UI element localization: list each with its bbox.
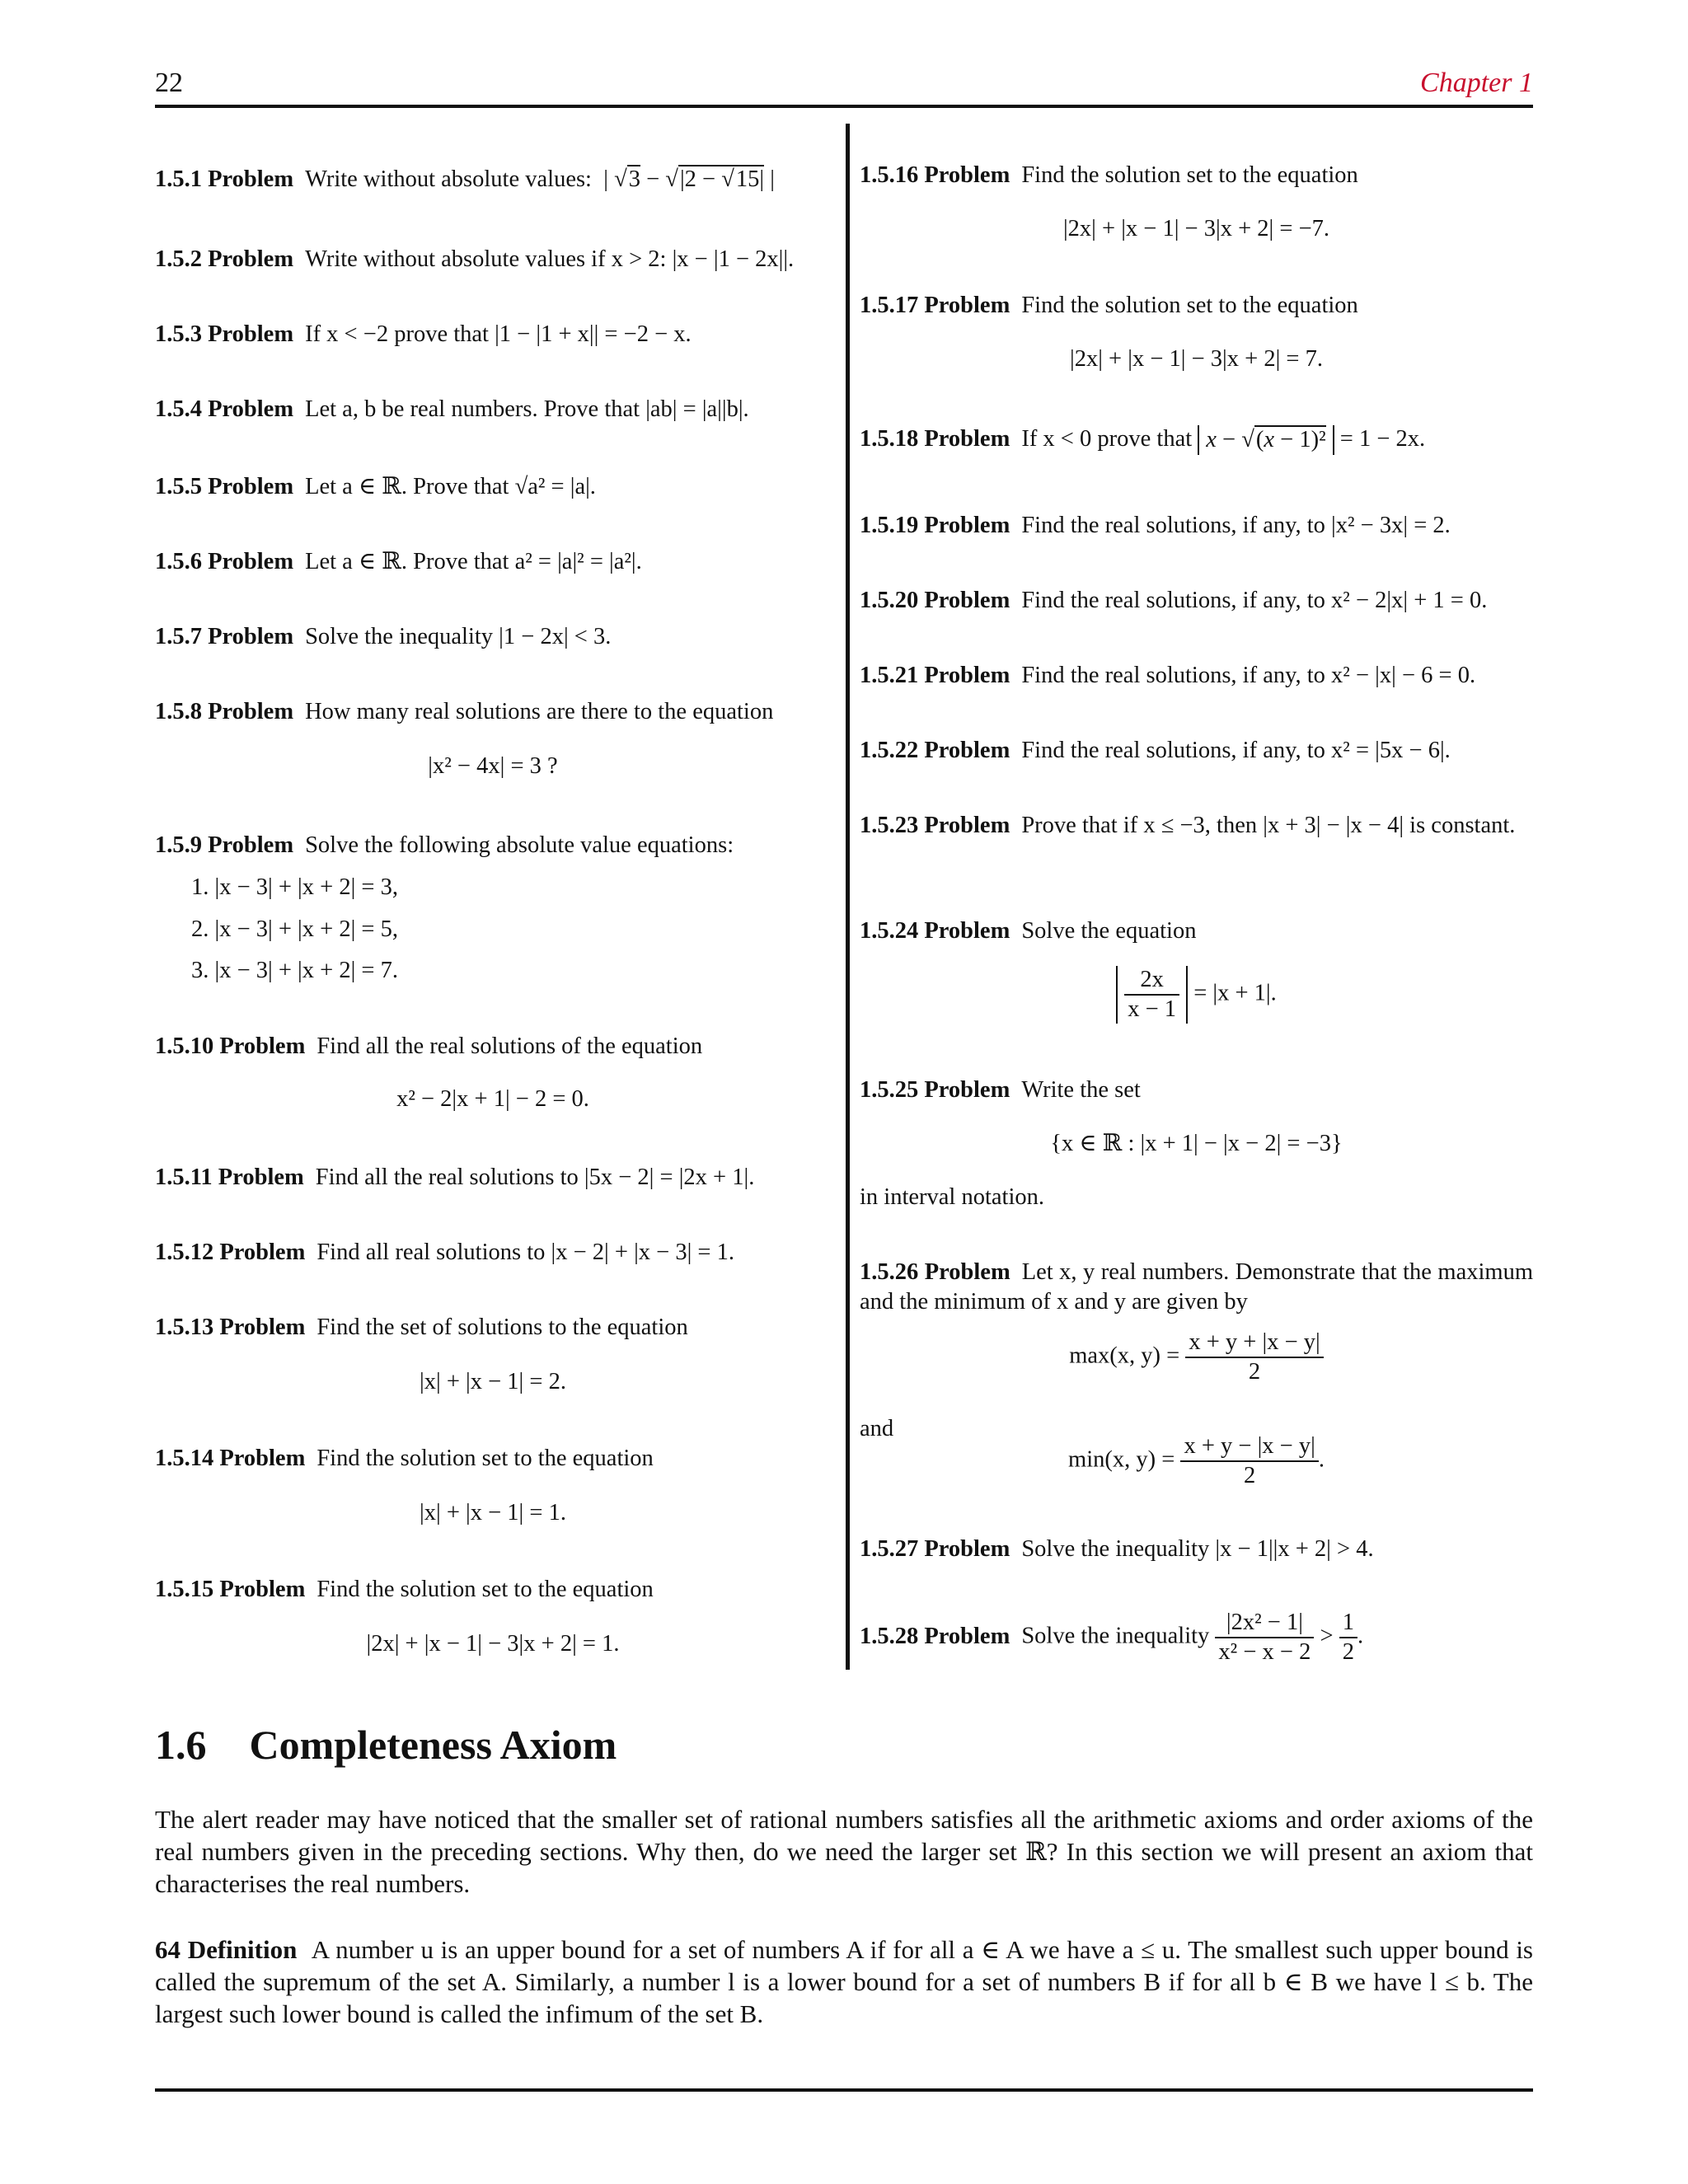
fraction [1180,1432,1318,1490]
problem-label: 1.5.24 Problem [860,918,1010,944]
problem-1-5-1-expression: | √3 − √|2 − √15| | [598,166,775,192]
problem-label: 1.5.8 Problem [155,699,294,724]
problem-text: Let a ∈ ℝ. Prove that √a² = |a|. [305,474,596,499]
equation: |2x| + |x − 1| − 3|x + 2| = 7. [1070,346,1323,372]
problem-text: Prove that if x ≤ −3, then |x + 3| − |x − 4| is constant. [1021,813,1516,838]
problem-label: 1.5.25 Problem [860,1077,1010,1103]
problem-1-5-18 [860,424,1425,455]
problem-text: Let a ∈ ℝ. Prove that a² = |a|² = |a²|. [305,549,642,574]
max-formula [860,1329,1533,1386]
problem-label: 1.5.12 Problem [155,1240,306,1265]
problem-text: Find the real solutions, if any, to x² − |x| − 6 = 0. [1021,663,1476,688]
problem-1-5-3 [155,320,692,349]
problem-1-5-16 [860,161,1358,190]
problem-text: If x < −2 prove that |1 − |1 + x|| = −2 − x. [305,321,692,347]
problem-text: Find all the real solutions of the equation [316,1033,703,1059]
numerator: x + y − |x − y| [1180,1432,1318,1462]
equation: |x² − 4x| = 3 ? [428,753,558,779]
connector-text: and [860,1416,894,1441]
problem-label: 1.5.22 Problem [860,738,1010,763]
equation-rhs: = 1 − 2x. [1339,426,1426,452]
problem-text: Find the real solutions, if any, to x² − 2|x| + 1 = 0. [1021,588,1488,613]
equation: x² − 2|x + 1| − 2 = 0. [396,1086,589,1112]
equation: |x| + |x − 1| = 1. [420,1500,566,1526]
numerator: 1 [1339,1609,1357,1638]
problem-text: Find the set of solutions to the equation [316,1315,688,1340]
problem-label: 1.5.9 Problem [155,832,294,858]
problem-label: 1.5.21 Problem [860,663,1010,688]
denominator: x − 1 [1128,996,1177,1022]
numerator: 2x [1124,966,1179,996]
problem-1-5-6 [155,547,642,577]
problem-label: 1.5.14 Problem [155,1446,306,1471]
problem-1-5-15 [155,1575,654,1605]
min-formula [860,1432,1533,1490]
problem-1-5-28 [860,1609,1363,1666]
denominator: 2 [1342,1639,1354,1665]
problem-1-5-27 [860,1535,1374,1564]
column-divider [846,124,850,1670]
denominator: 2 [1244,1463,1256,1488]
problem-1-5-1 [155,165,775,194]
denominator: 2 [1248,1359,1261,1385]
equation: |2x| + |x − 1| − 3|x + 2| = 1. [366,1631,620,1657]
definition-label: 64 Definition [155,1935,298,1964]
problem-text: Find all real solutions to |x − 2| + |x − 3| = 1. [316,1240,735,1265]
problem-label: 1.5.4 Problem [155,396,294,422]
problem-label: 1.5.18 Problem [860,426,1010,452]
chapter-title: Chapter 1 [1420,68,1533,98]
definition-paragraph [155,1933,1533,2030]
section-title: Completeness Axiom [249,1722,617,1768]
problem-1-5-21 [860,661,1475,691]
problem-label: 1.5.19 Problem [860,513,1010,538]
problem-text-continued: in interval notation. [860,1184,1044,1210]
fraction [1185,1329,1323,1386]
problem-label: 1.5.5 Problem [155,474,294,499]
fraction [1124,966,1179,1024]
problem-1-5-4 [155,395,749,424]
denominator: x² − x − 2 [1218,1639,1311,1665]
numerator: |2x² − 1| [1215,1609,1314,1638]
problem-text: Write the set [1021,1077,1141,1103]
set-expression: {x ∈ ℝ : |x + 1| − |x − 2| = −3} [1050,1131,1343,1156]
problem-1-5-26 [860,1258,1533,1317]
problem-label: 1.5.3 Problem [155,321,294,347]
problem-label: 1.5.2 Problem [155,246,294,272]
equation: |2x| + |x − 1| − 3|x + 2| = −7. [1062,216,1330,241]
fraction [1215,1609,1314,1666]
problem-1-5-2 [155,245,794,274]
problem-1-5-13 [155,1313,688,1343]
problem-text: How many real solutions are there to the equation [305,699,774,724]
problem-text: Find the solution set to the equation [1021,293,1358,318]
numerator: x + y + |x − y| [1185,1329,1323,1358]
abs-fraction [1116,966,1188,1024]
problem-label: 1.5.27 Problem [860,1536,1010,1562]
list-item: 1. |x − 3| + |x + 2| = 3, [191,874,398,900]
definition-text: A number u is an upper bound for a set of numbers A if for all a ∈ A we have a ≤ u. The smallest such upper bound is called the supremum of the set A. Similarly, a number l is a lower bound for a set of numbers B if for all b ∈ B we have l ≤ b. The largest such lower bound is called the infimum of the set B. [155,1935,1533,2028]
page-number: 22 [155,68,183,98]
problem-text: Let x, y real numbers. Demonstrate that the maximum and the minimum of x and y are given by [860,1259,1533,1315]
problem-label: 1.5.17 Problem [860,293,1010,318]
problem-label: 1.5.10 Problem [155,1033,306,1059]
problem-label: 1.5.7 Problem [155,624,294,649]
problem-1-5-14 [155,1444,654,1474]
list-item: 2. |x − 3| + |x + 2| = 5, [191,916,398,942]
problem-label: 1.5.23 Problem [860,813,1010,838]
max-lhs: max(x, y) = [1069,1343,1180,1369]
problem-1-5-7 [155,622,611,652]
problem-text: Find the solution set to the equation [1021,162,1358,188]
problem-1-5-5 [155,472,596,502]
fraction [1339,1609,1357,1666]
equation: |x| + |x − 1| = 2. [420,1369,566,1394]
problem-1-5-17 [860,291,1358,321]
problem-label: 1.5.20 Problem [860,588,1010,613]
problem-text: Write without absolute values if x > 2: |x − |1 − 2x||. [305,246,795,272]
problem-1-5-22 [860,736,1451,766]
problem-text: Find the real solutions, if any, to x² = |5x − 6|. [1021,738,1451,763]
problem-label: 1.5.6 Problem [155,549,294,574]
problem-1-5-8 [155,697,773,727]
list-item: 3. |x − 3| + |x + 2| = 7. [191,958,398,983]
period: . [1357,1623,1364,1649]
problem-1-5-12 [155,1238,734,1268]
problem-text: Find the real solutions, if any, to |x² − 3x| = 2. [1021,513,1451,538]
problem-1-5-19 [860,511,1451,541]
problem-label: 1.5.15 Problem [155,1577,306,1602]
problem-text: Let a, b be real numbers. Prove that |ab| = |a||b|. [305,396,749,422]
equation-rhs: = |x + 1|. [1193,980,1277,1006]
problem-text: Solve the inequality |x − 1||x + 2| > 4. [1021,1536,1374,1562]
problem-text: Find the solution set to the equation [316,1446,654,1471]
period: . [1318,1446,1325,1473]
problem-1-5-20 [860,586,1487,616]
equation [860,966,1533,1024]
problem-label: 1.5.11 Problem [155,1165,304,1190]
problem-1-5-10 [155,1032,702,1062]
section-heading [155,1721,617,1769]
problem-text: If x < 0 prove that [1021,426,1193,452]
problem-1-5-11 [155,1163,754,1193]
problem-text: Write without absolute values: [305,166,592,192]
section-number: 1.6 [155,1722,207,1768]
abs-expression: x − √(x − 1)² [1198,425,1334,455]
footer-rule [155,2088,1533,2092]
problem-text: Find all the real solutions to |5x − 2| = |2x + 1|. [315,1165,755,1190]
problem-1-5-25 [860,1076,1141,1105]
intro-paragraph: The alert reader may have noticed that the smaller set of rational numbers satisfies all the arithmetic axioms and order axioms of the real numbers given in the preceding sections. Why then, do we need the larger set ℝ? In this section we will present an axiom that characterises the real numbers. [155,1805,1533,1898]
greater-than: > [1320,1623,1334,1649]
problem-label: 1.5.26 Problem [860,1259,1010,1285]
problem-1-5-24 [860,916,1196,946]
problem-text: Solve the following absolute value equations: [305,832,734,858]
problem-text: Solve the inequality |1 − 2x| < 3. [305,624,612,649]
problem-label: 1.5.16 Problem [860,162,1010,188]
problem-text: Solve the equation [1021,918,1197,944]
problem-1-5-9 [155,831,734,860]
problem-label: 1.5.28 Problem [860,1623,1010,1649]
problem-label: 1.5.13 Problem [155,1315,306,1340]
problem-text: Find the solution set to the equation [316,1577,654,1602]
min-lhs: min(x, y) = [1068,1446,1175,1473]
problem-label: 1.5.1 Problem [155,166,294,192]
header-rule [155,105,1533,108]
problem-1-5-23 [860,811,1533,841]
problem-text: Solve the inequality [1021,1623,1210,1649]
